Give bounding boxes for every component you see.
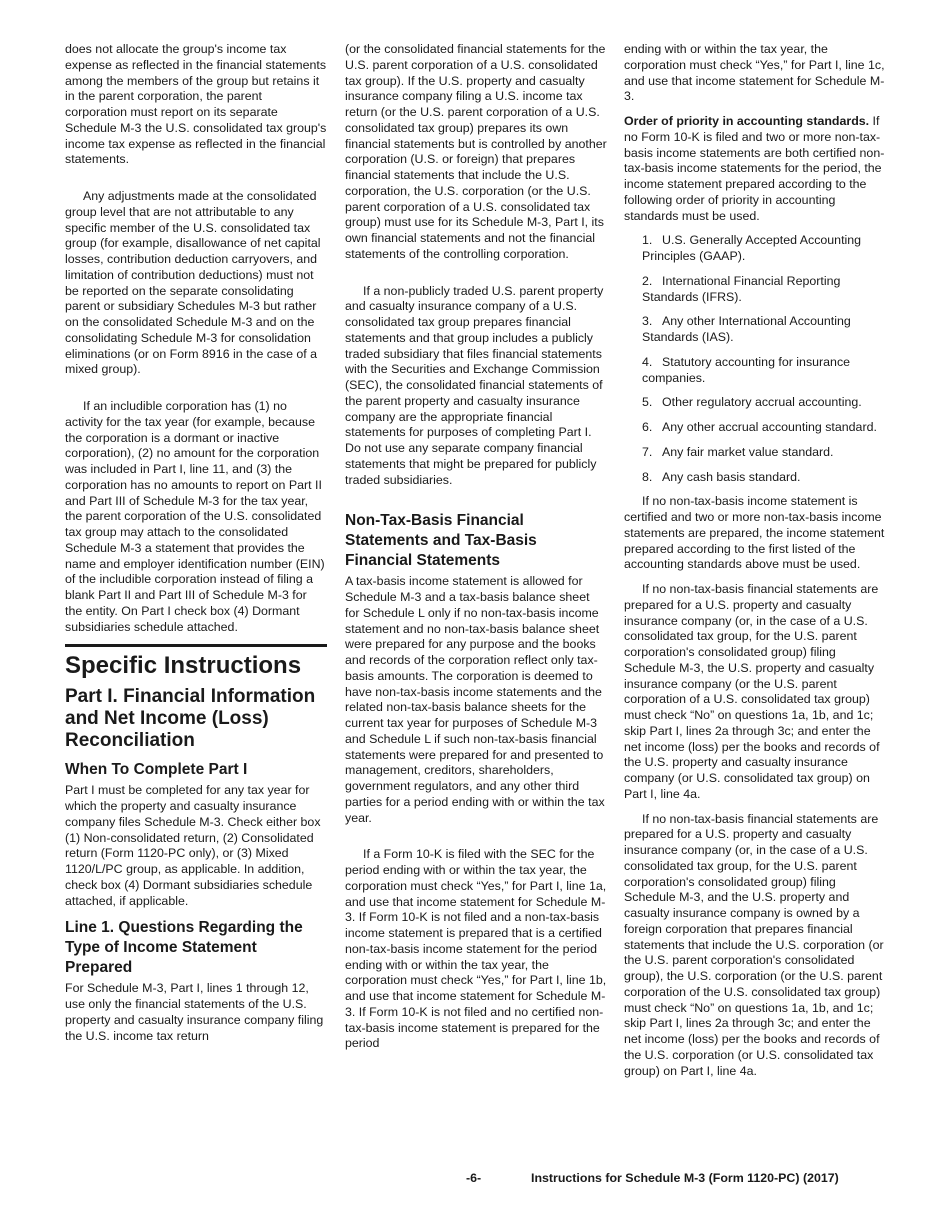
paragraph-own-financial-statements: (or the consolidated financial statements for the U.S. parent corporation of a U.S. consolidated tax group). If the U.S. property and casualty insurance company filing a U.S. income tax return (or the U.S. parent corporation of a U.S. consolidated tax group) prepares its own financial statements but is controlled by another corporation (U.S. or foreign) that prepares financial statements that include the U.S. corporation, the U.S. corporation (or the U.S. parent corporation of a U.S. consolidated tax group) must use for its Schedule M-3, Part I, its own financial statements and not the financial statements of the controlling corporation. — [345, 42, 607, 261]
list-item: 3. Any other International Accounting Standards (IAS). — [642, 314, 851, 344]
paragraph-first-listed-standard: If no non-tax-basis income statement is certified and two or more non-tax-basis income statements are prepared, the income statement prepared according to the first listed of the accounting standards above must be used. — [624, 494, 885, 572]
paragraph-no-financial-statements: If no non-tax-basis financial statements are prepared for a U.S. property and casualty insurance company (or, in the case of a U.S. consolidated tax group, for the U.S. parent corporation's consolidated group) filing Schedule M-3, the U.S. property and casualty insurance company (or the U.S. parent corporation of a U.S. consolidated tax group) must check “No” on questions 1a, 1b, and 1c; skip Part I, lines 2a through 3c; and enter the net income (loss) per the books and records of the U.S. property and casualty insurance company (or U.S. consolidated tax group) on Part I, line 4a. — [624, 582, 880, 801]
heading-part-1: Part I. Financial Information and Net Income (Loss) Reconciliation — [65, 686, 316, 752]
paragraph-form-10k: If a Form 10-K is filed with the SEC for the period ending with or within the tax year, the corporation must check “Yes,” for Part I, line 1a, and use that income statement for Schedule M-3. If Form 10-K is not filed and a non-tax-basis income statement is prepared that is a certified non-tax-basis income statement for the period ending with or within the tax year, the corporation must check “Yes,” for Part I, line 1b, and use that income statement for Schedule M-3. If Form 10-K is not filed and no certified non-tax-basis income statement is prepared for the period — [345, 847, 607, 1051]
column-left — [65, 42, 327, 1053]
column-middle — [345, 42, 607, 1061]
column-right — [624, 42, 886, 1088]
heading-specific-instructions: Specific Instructions — [65, 652, 302, 680]
paragraph-foreign-owner: If no non-tax-basis financial statements are prepared for a U.S. property and casualty insurance company (or, in the case of a U.S. consolidated tax group, for the U.S. parent corporation's consolidated group) filing Schedule M-3, and the U.S. property and casualty insurance company is owned by a foreign corporation that prepares financial statements that include the U.S. corporation (or the U.S. parent corporation's consolidated group), the U.S. corporation (or the U.S. parent corporation of the U.S. consolidated tax group) must check “No” on questions 1a, 1b, and 1c; skip Part I, lines 2a through 3c; and enter the net income (loss) per the books and records of the U.S. corporation (or U.S. consolidated tax group) on Part I, line 4a. — [624, 811, 884, 1078]
paragraph-line-1-intro: For Schedule M-3, Part I, lines 1 through 12, use only the financial statements of the U.S. property and casualty insurance company filing the U.S. income tax return — [65, 981, 324, 1043]
accounting-standards-list — [624, 233, 886, 485]
paragraph-tax-basis-allowed: A tax-basis income statement is allowed for Schedule M-3 and a tax-basis balance sheet for Schedule L only if no non-tax-basis income statement and no non-tax-basis balance sheet were prepared for any purpose and the books and records of the corporation reflect only tax-basis amounts. The corporation is deemed to have non-tax-basis income statements and the related non-tax-basis balance sheets for the current tax year for purposes of Schedule M-3 and Schedule L if such non-tax-basis financial statements were prepared for and presented to management, creditors, shareholders, government regulators, and any other third parties for a period ending with or within the tax year. — [345, 574, 605, 825]
page-number: -6- — [466, 1171, 482, 1185]
paragraph-part-1-requirement: Part I must be completed for any tax year for which the property and casualty insurance company files Schedule M-3. Check either box (1) Non-consolidated return, (2) Consolidated return (Form 1120-PC only), or (3) Mixed 1120/L/PC group, as applicable. In addition, check box (4) Dormant subsidiaries schedule attached, if applicable. — [65, 783, 321, 908]
heading-line-1-questions: Line 1. Questions Regarding the Type of Income Statement Prepared — [65, 919, 303, 977]
list-item: 1. U.S. Generally Accepted Accounting Principles (GAAP). — [642, 233, 862, 263]
list-item: 4. Statutory accounting for insurance companies. — [642, 354, 851, 385]
list-item: 6. Any other accrual accounting standard. — [642, 420, 877, 434]
paragraph-non-publicly-traded: If a non-publicly traded U.S. parent property and casualty insurance company of a U.S. consolidated tax group prepares financial statements and that group includes a publicly traded subsidiary that files financial statements with the Securities and Exchange Commission (SEC), the consolidated financial statements of the parent property and casualty insurance company are the appropriate financial statements for purposes of completing Part I. Do not use any separate company financial statements that might be prepared for publicly traded subsidiaries. — [345, 283, 604, 487]
heading-non-tax-basis: Non-Tax-Basis Financial Statements and Tax-Basis Financial Statements — [345, 512, 537, 570]
order-of-priority-text: If no Form 10-K is filed and two or more non-tax-basis income statements are both certified non-tax-basis income statements for the period, the income statement prepared according to the following order of priority in accounting standards must be used. — [624, 114, 885, 223]
paragraph-tax-expense: does not allocate the group's income tax expense as reflected in the financial statements among the members of the group but retains it in the parent corporation, the parent corporation must report on its separate Schedule M-3 the U.S. consolidated tax group's income tax expense as reflected in the financial statements. — [65, 42, 327, 167]
paragraph-dormant-corporation: If an includible corporation has (1) no activity for the tax year (for example, because the corporation is a dormant or inactive corporation), (2) no amount for the corporation was included in Part I, line 11, and (3) the corporation has no amounts to report on Part II and Part III of Schedule M-3 for the tax year, the parent corporation of the U.S. consolidated tax group may attach to the consolidated Schedule M-3 a statement that provides the name and employer identification number (EIN) of the includible corporation instead of filing a blank Part II and Part III of Schedule M-3 for the entity. On Part I check box (4) Dormant subsidiaries schedule attached. — [65, 399, 325, 634]
list-item: 2. International Financial Reporting Standards (IFRS). — [642, 273, 841, 304]
paragraph-consolidated-adjustments: Any adjustments made at the consolidated group level that are not attributable to any specific member of the U.S. consolidated tax group (for example, disallowance of net capital losses, contribution deduction carryovers, and limitation of contribution deductions) must not be reported on the separate consolidating parent or subsidiary Schedules M-3 but rather on the consolidated Schedule M-3 and on the consolidating Schedule M-3 for consolidation eliminations (or on Form 8916 in the case of a mixed group). — [65, 189, 321, 377]
section-divider — [65, 644, 327, 647]
document-title: Instructions for Schedule M-3 (Form 1120-PC) (2017) — [531, 1171, 839, 1185]
paragraph-order-of-priority — [624, 114, 886, 224]
paragraph-line-1c: ending with or within the tax year, the corporation must check “Yes,” for Part I, line 1c, and use that income statement for Schedule M-3. — [624, 42, 885, 104]
runin-order-of-priority: Order of priority in accounting standards. — [624, 114, 870, 128]
list-item: 7. Any fair market value standard. — [642, 444, 834, 459]
list-item: 5. Other regulatory accrual accounting. — [642, 395, 862, 410]
heading-when-to-complete: When To Complete Part I — [65, 761, 248, 779]
list-item: 8. Any cash basis standard. — [642, 469, 801, 484]
